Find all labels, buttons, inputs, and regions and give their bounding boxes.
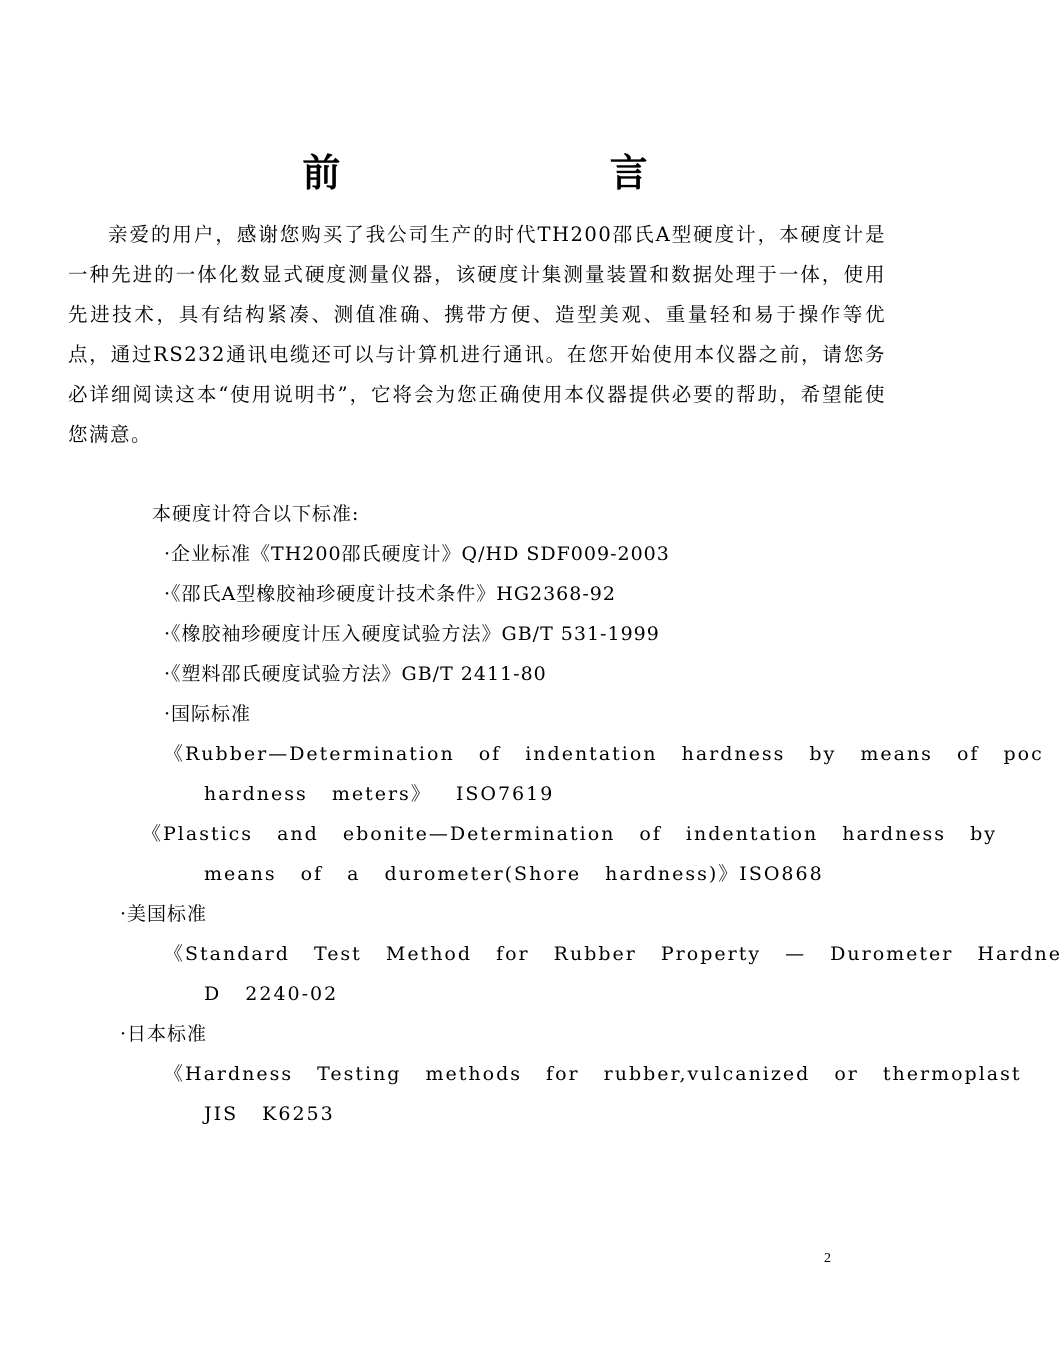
page-title: 前 言 (302, 151, 776, 195)
standard-iso7619-line1: 《Rubber—Determination of indentation hardness by means of poc (164, 743, 1044, 765)
standard-jis-line2: JIS K6253 (204, 1103, 335, 1125)
heading-us-standards: ·美国标准 (120, 903, 208, 925)
standards-intro: 本硬度计符合以下标准: (152, 503, 360, 525)
standard-astm-line2: D 2240-02 (204, 983, 339, 1005)
standard-hg2368: ·《邵氏A型橡胶袖珍硬度计技术条件》HG2368-92 (164, 583, 616, 605)
standard-jis-line1: 《Hardness Testing methods for rubber,vulcanized or thermoplast (164, 1063, 1022, 1085)
intro-paragraph: 亲爱的用户，感谢您购买了我公司生产的时代TH200邵氏A型硬度计，本硬度计是一种先进的一体化数显式硬度测量仪器，该硬度计集测量装置和数据处理于一体，使用先进技术，具有结构紧凑、测值准确、携带方便、造型美观、重量轻和易于操作等优点，通过RS232通讯电缆还可以与计算机进行通讯。在您开始使用本仪器之前，请您务必详细阅读这本“使用说明书”，它将会为您正确使用本仪器提供必要的帮助，希望能使您满意。 (68, 223, 886, 446)
standard-iso868-line1: 《Plastics and ebonite—Determination of indentation hardness by (142, 823, 997, 845)
heading-international-standards: ·国际标准 (164, 703, 252, 725)
standard-iso868-line2: means of a durometer(Shore hardness)》ISO868 (204, 863, 824, 885)
standard-enterprise: ·企业标准《TH200邵氏硬度计》Q/HD SDF009-2003 (164, 543, 670, 565)
standard-iso7619-line2: hardness meters》 ISO7619 (204, 783, 555, 805)
heading-japan-standards: ·日本标准 (120, 1023, 208, 1045)
standard-gbt531: ·《橡胶袖珍硬度计压入硬度试验方法》GB/T 531-1999 (164, 623, 660, 645)
standard-gbt2411: ·《塑料邵氏硬度试验方法》GB/T 2411-80 (164, 663, 547, 685)
page-number: 2 (824, 1251, 831, 1266)
standard-astm-line1: 《Standard Test Method for Rubber Property — Durometer Hardne (164, 943, 1062, 965)
